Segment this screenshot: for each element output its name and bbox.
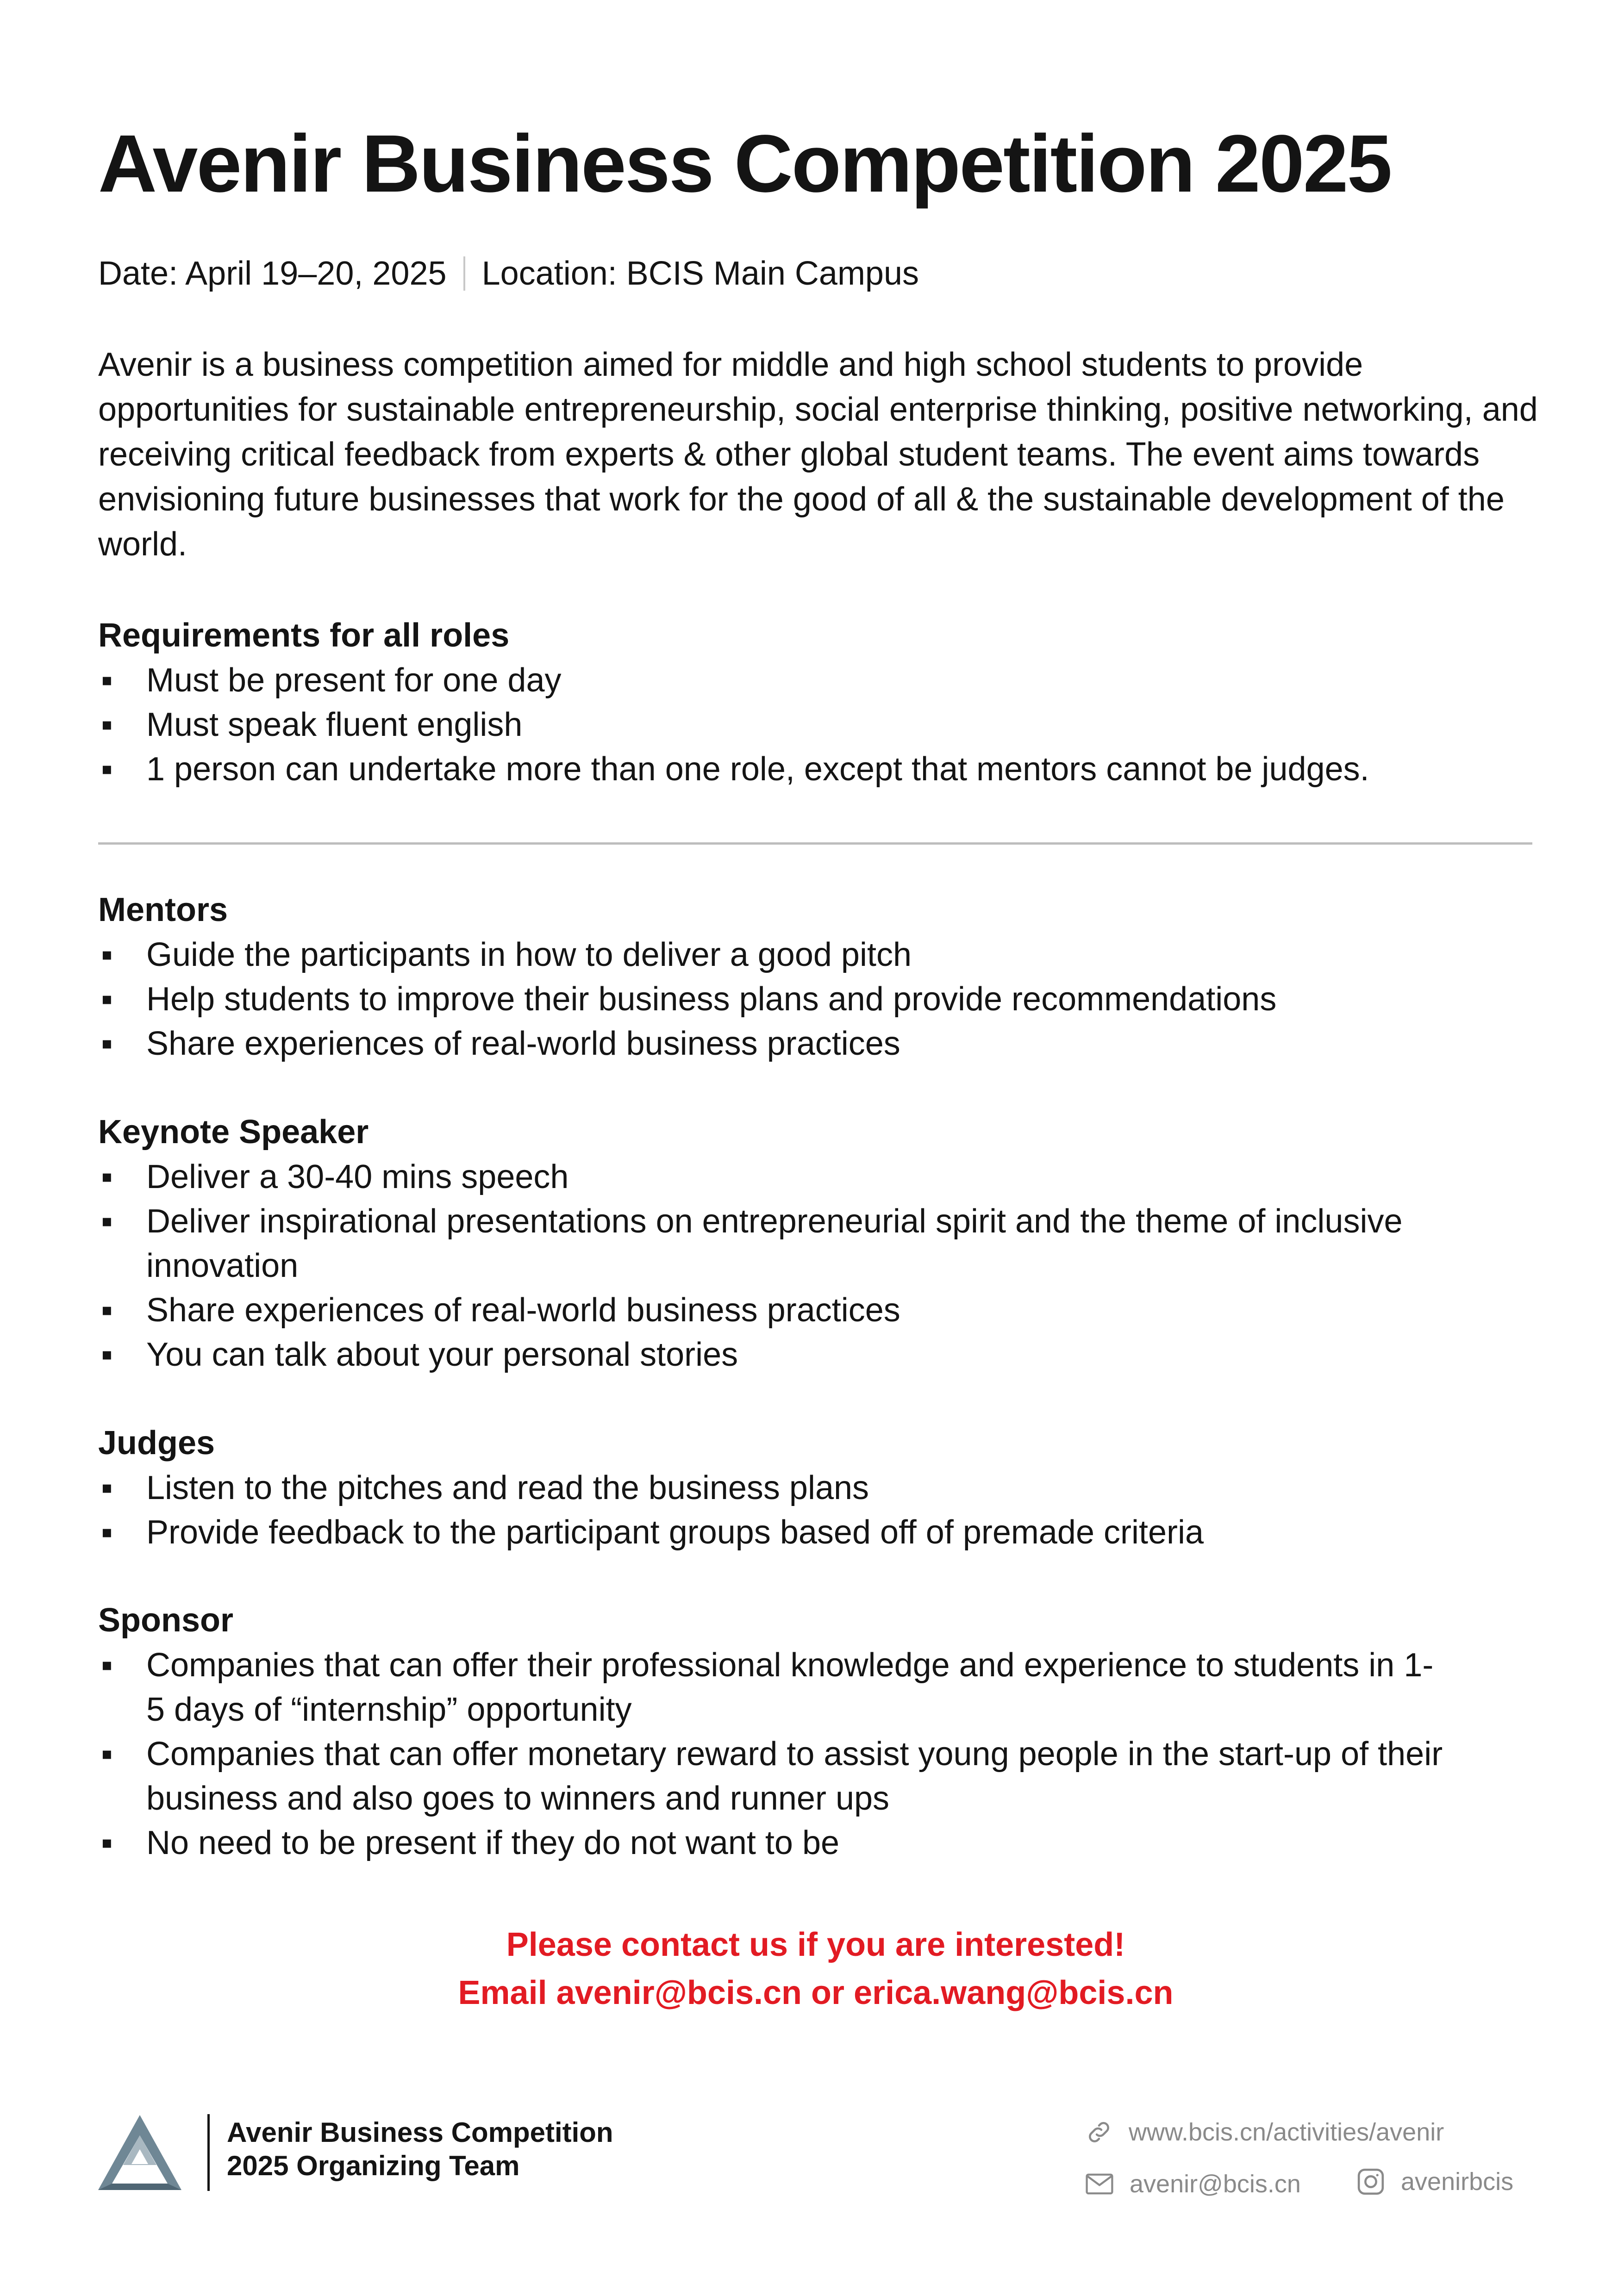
link-icon bbox=[1085, 2118, 1113, 2146]
list-item: ▪ You can talk about your personal stories bbox=[98, 1332, 1533, 1377]
list-item: ▪ 1 person can undertake more than one role, except that mentors cannot be judges. bbox=[98, 747, 1533, 791]
requirements-section bbox=[98, 613, 1533, 791]
bullet-icon: ▪ bbox=[101, 1292, 113, 1329]
mentors-section bbox=[98, 888, 1533, 1066]
keynote-list bbox=[98, 1155, 1533, 1377]
bullet-icon: ▪ bbox=[101, 1025, 113, 1062]
bullet-icon: ▪ bbox=[101, 1203, 113, 1240]
bullet-icon: ▪ bbox=[101, 1824, 113, 1861]
section-divider bbox=[98, 842, 1532, 845]
footer-organizer bbox=[227, 2116, 613, 2183]
list-item: ▪ Must be present for one day bbox=[98, 658, 1533, 703]
event-location: Location: BCIS Main Campus bbox=[481, 255, 919, 292]
list-item: ▪ Listen to the pitches and read the business plans bbox=[98, 1466, 1533, 1510]
instagram-handle[interactable]: avenirbcis bbox=[1401, 2168, 1514, 2196]
bullet-icon: ▪ bbox=[101, 662, 113, 699]
list-item: ▪ Companies that can offer their professional knowledge and experience to students in 1-5 days of “internship” opportunity bbox=[98, 1643, 1443, 1732]
list-item: ▪ Provide feedback to the participant groups based off of premade criteria bbox=[98, 1510, 1533, 1555]
instagram-icon bbox=[1356, 2167, 1385, 2196]
footer-instagram[interactable] bbox=[1356, 2167, 1513, 2196]
sponsor-section bbox=[98, 1598, 1533, 1865]
judges-list bbox=[98, 1466, 1533, 1555]
list-item: ▪ Help students to improve their business plans and provide recommendations bbox=[98, 977, 1533, 1021]
footer-email[interactable] bbox=[1085, 2170, 1301, 2198]
contact-cta bbox=[98, 1921, 1533, 2017]
mentors-list bbox=[98, 933, 1533, 1066]
bullet-icon: ▪ bbox=[101, 981, 113, 1018]
keynote-section bbox=[98, 1110, 1533, 1377]
mail-icon bbox=[1085, 2172, 1114, 2196]
bullet-icon: ▪ bbox=[101, 1736, 113, 1773]
judges-section bbox=[98, 1421, 1533, 1555]
list-item: ▪ Guide the participants in how to deliver a good pitch bbox=[98, 933, 1533, 977]
list-item: ▪ Companies that can offer monetary reward to assist young people in the start-up of their business and also goes to winners and runner ups bbox=[98, 1732, 1480, 1821]
cta-line-1: Please contact us if you are interested! bbox=[506, 1926, 1125, 1963]
bullet-icon: ▪ bbox=[101, 1647, 113, 1684]
sponsor-list bbox=[98, 1643, 1533, 1865]
bullet-icon: ▪ bbox=[101, 1158, 113, 1195]
footer-divider bbox=[207, 2114, 210, 2191]
intro-paragraph: Avenir is a business competition aimed for middle and high school students to provide opportunities for sustainable entrepreneurship, social enterprise thinking, positive networking, and receiving critical feedback from experts & other global student teams. The event aims towards envisioning future businesses that work for the good of all & the sustainable development of the world. bbox=[98, 346, 1538, 563]
footer-website[interactable] bbox=[1085, 2118, 1444, 2147]
logo-icon bbox=[98, 2115, 181, 2190]
sponsor-heading: Sponsor bbox=[98, 1602, 234, 1639]
bullet-icon: ▪ bbox=[101, 751, 113, 788]
bullet-icon: ▪ bbox=[101, 936, 113, 973]
meta-separator bbox=[463, 256, 465, 291]
keynote-heading: Keynote Speaker bbox=[98, 1114, 369, 1151]
bullet-icon: ▪ bbox=[101, 706, 113, 743]
list-item: ▪ Share experiences of real-world business practices bbox=[98, 1288, 1533, 1332]
list-item: ▪ Share experiences of real-world business practices bbox=[98, 1021, 1533, 1066]
mentors-heading: Mentors bbox=[98, 891, 228, 928]
event-date: Date: April 19–20, 2025 bbox=[98, 255, 447, 292]
list-item: ▪ No need to be present if they do not want to be bbox=[98, 1821, 1533, 1865]
requirements-list bbox=[98, 658, 1533, 791]
list-item: ▪ Deliver a 30-40 mins speech bbox=[98, 1155, 1533, 1199]
list-item: ▪ Deliver inspirational presentations on entrepreneurial spirit and the theme of inclusive innovation bbox=[98, 1199, 1466, 1288]
cta-line-2[interactable]: Email avenir@bcis.cn or erica.wang@bcis.cn bbox=[458, 1974, 1174, 2011]
footer-org-line-2: 2025 Organizing Team bbox=[227, 2150, 520, 2181]
bullet-icon: ▪ bbox=[101, 1514, 113, 1551]
event-meta bbox=[98, 254, 919, 293]
requirements-heading: Requirements for all roles bbox=[98, 617, 510, 654]
page-title: Avenir Business Competition 2025 bbox=[98, 118, 1391, 209]
website-link[interactable]: www.bcis.cn/activities/avenir bbox=[1129, 2118, 1444, 2146]
judges-heading: Judges bbox=[98, 1425, 215, 1462]
list-item: ▪ Must speak fluent english bbox=[98, 703, 1533, 747]
footer-org-line-1: Avenir Business Competition bbox=[227, 2117, 613, 2148]
email-link[interactable]: avenir@bcis.cn bbox=[1130, 2170, 1301, 2198]
bullet-icon: ▪ bbox=[101, 1469, 113, 1506]
bullet-icon: ▪ bbox=[101, 1336, 113, 1373]
